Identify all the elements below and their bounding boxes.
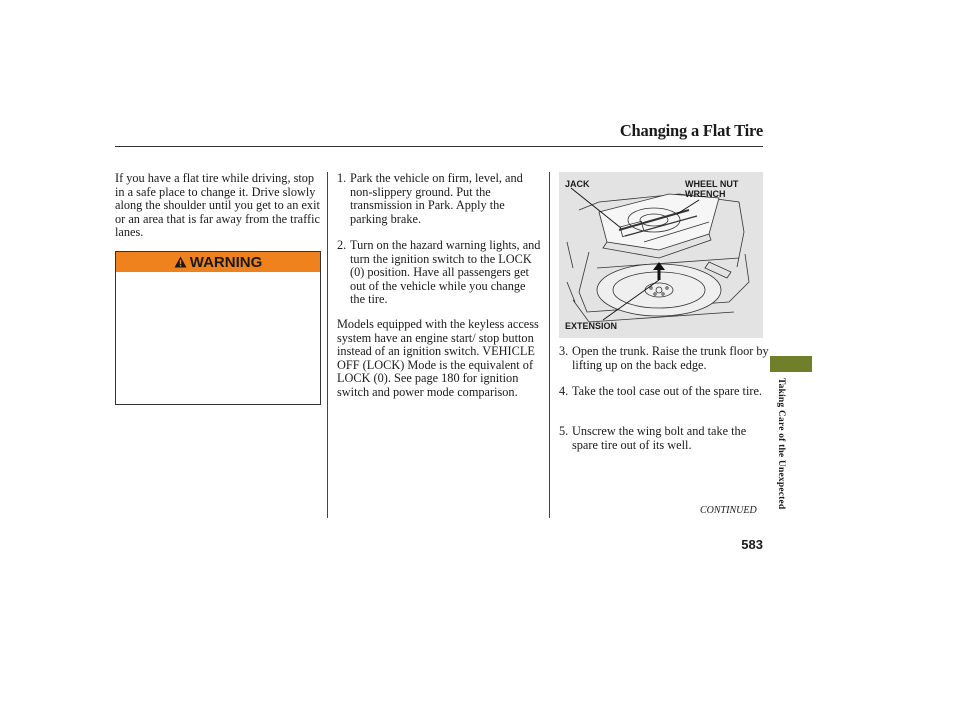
- page-title: Changing a Flat Tire: [619, 121, 763, 140]
- jack-label: JACK: [565, 179, 590, 189]
- warning-triangle-icon: [174, 256, 187, 268]
- keyless-note: Models equipped with the keyless access system have an engine start/ stop button instead of an ignition switch. VEHICLE OFF (LOCK) Mode is the equivalent of LOCK (0). See page 180 for ignition switch and power mode comparison.: [337, 317, 539, 399]
- column-divider-left: [327, 172, 328, 518]
- step-text: Park the vehicle on firm, level, and non-slippery ground. Put the transmission in Park. Apply the parking brake.: [350, 171, 523, 226]
- step-number: 4.: [559, 384, 569, 398]
- step-item: [337, 239, 542, 307]
- page-number: 583: [741, 537, 763, 552]
- step-item: [559, 425, 752, 452]
- warning-label: WARNING: [189, 253, 263, 271]
- wrench-label: WHEEL NUT WRENCH: [685, 179, 739, 199]
- column-divider-right: [549, 172, 550, 518]
- step-item: [559, 345, 770, 372]
- step-number: 2.: [337, 238, 347, 252]
- section-tab: [770, 356, 812, 372]
- step-item: [337, 172, 542, 226]
- continued-label: CONTINUED: [700, 505, 757, 516]
- title-rule: [115, 146, 763, 147]
- warning-box: [115, 251, 321, 405]
- extension-label: EXTENSION: [565, 321, 618, 331]
- step-text: Turn on the hazard warning lights, and turn the ignition switch to the LOCK (0) position. Have all passengers get out of the vehicle while you change the tire.: [350, 238, 541, 306]
- step-text: Unscrew the wing bolt and take the spare tire out of its well.: [572, 424, 747, 452]
- spare-tire-illustration: [559, 172, 763, 338]
- section-tab-label: Taking Care of the Unexpected: [776, 378, 786, 510]
- step-number: 5.: [559, 424, 569, 438]
- intro-paragraph: If you have a flat tire while driving, stop in a safe place to change it. Drive slowly along the shoulder until you get to an exit or an area that is far away from the traffic lanes.: [115, 171, 320, 239]
- step-item: [559, 385, 770, 399]
- step-text: Take the tool case out of the spare tire.: [572, 384, 763, 398]
- step-number: 3.: [559, 344, 569, 358]
- step-text: Open the trunk. Raise the trunk floor by lifting up on the back edge.: [572, 344, 769, 372]
- warning-header: [116, 252, 320, 272]
- step-number: 1.: [337, 171, 347, 185]
